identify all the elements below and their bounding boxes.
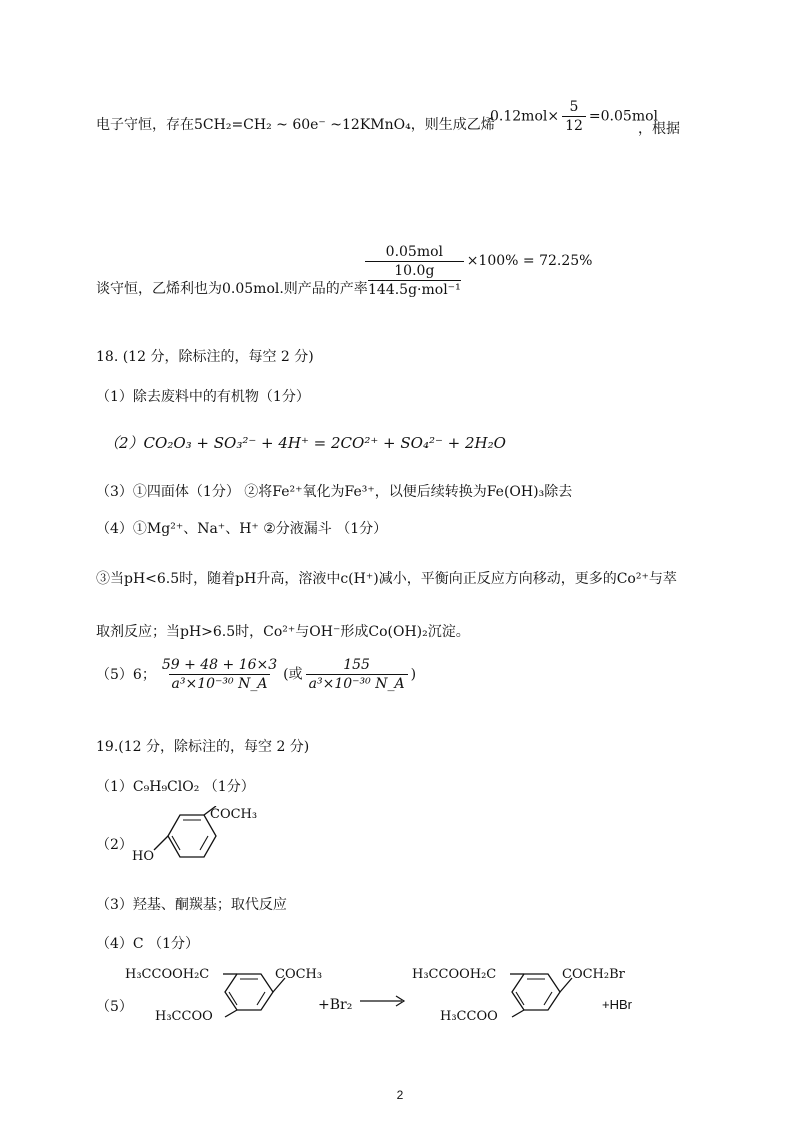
q18-a5-fraction-1 [159,658,280,691]
para1-calc-right: =0.05mol [588,108,659,125]
product-double-2 [544,992,552,1005]
q18-answer-2: （2）CO₂O₃ + SO₃²⁻ + 4H⁺ = 2CO²⁺ + SO₄²⁻ + 2H₂O [104,434,506,452]
para1-calc [490,100,658,133]
q19-answer-4: （4）C （1分） [96,936,199,952]
q19-answer-3: （3）羟基、酮羰基；取代反应 [96,897,287,913]
q18-a5-mid: (或 [283,666,303,683]
hydroxyacetophenone-structure [128,806,278,864]
q18-answer-4-3b: 取剂反应；当pH>6.5时，Co²⁺与OH⁻形成Co(OH)₂沉淀。 [96,624,470,640]
q18-answer-5 [96,658,416,691]
q18-answer-1: （1）除去废料中的有机物（1分） [96,389,310,405]
reactant-bond-ester [225,1010,237,1017]
para1-frac-num: 5 [569,99,579,115]
q19-a5-reagent: +Br₂ [318,997,353,1013]
q18-a5-prefix: （5）6； [96,666,156,683]
reaction-arrow-icon [360,994,408,1008]
benzene-ring [168,815,216,857]
acetyl-label: COCH₃ [210,807,258,822]
q19-a5-product [412,962,627,1028]
page-number: 2 [396,1088,404,1102]
reactant-double-2 [257,992,265,1005]
q19-a2-structure [128,806,278,868]
q19-header: 19.(12 分，除标注的，每空 2 分) [96,739,310,755]
bond-to-hydroxyl [154,836,168,850]
para1-fraction [562,100,586,133]
para2-inner-den: 144.5g·mol⁻¹ [368,282,461,298]
q18-a5-num1: 59 + 48 + 16×3 [161,657,278,673]
para1-calc-left: 0.12mol× [490,108,560,125]
q19-a5-byproduct: +HBr [602,997,632,1012]
q18-answer-4: （4）①Mg²⁺、Na⁺、H⁺ ②分液漏斗 （1分） [96,521,388,537]
q19-answer-1: （1）C₉H₉ClO₂ （1分） [96,779,255,795]
para2-top-num: 0.05mol [385,244,444,260]
q19-a5-reactant [125,962,335,1028]
para1-relation: 5CH₂=CH₂ ~ 60e⁻ ~12KMnO₄ [194,117,411,133]
para2-formula [362,245,592,297]
product-sub2: H₃CCOO [440,1009,498,1024]
para2-inner-num: 10.0g [394,263,435,279]
q18-a5-end: ) [410,666,417,683]
para2-outer-fraction [365,245,464,297]
hydroxyl-label: HO [132,849,154,864]
double-bond-2 [200,836,208,850]
product-bond-ester [512,1010,524,1017]
para2-prefix: 谈守恒，乙烯利也为0.05mol.则产品的产率 [96,281,368,297]
q19-a5-arrow [360,993,408,1012]
para2-inner-fraction [365,261,464,297]
q18-a5-num2: 155 [343,657,370,673]
q18-header: 18. (12 分，除标注的，每空 2 分) [96,349,314,365]
reactant-sub3: COCH₃ [275,967,323,982]
q18-a5-den1: a³×10⁻³⁰ N_A [169,674,271,691]
para2-result: ×100% = 72.25% [466,253,593,269]
q18-a5-fraction-2 [306,658,408,691]
q19-a5-label: （5） [96,999,133,1015]
para1-line [96,118,495,132]
q18-answer-3: （3）①四面体（1分） ②将Fe²⁺氧化为Fe³⁺，以便后续转换为Fe(OH)₃除去 [96,484,573,500]
para1-mid: ，则生成乙烯 [410,117,495,133]
reactant-sub2: H₃CCOO [155,1009,213,1024]
product-sub3: COCH₂Br [562,967,625,982]
product-sub1: H₃CCOOH₂C [412,967,497,982]
double-bond-3 [172,836,180,850]
q18-a5-den2: a³×10⁻³⁰ N_A [306,674,408,691]
reactant-structure [125,962,335,1024]
product-structure [412,962,627,1024]
q18-answer-4-3: ③当pH<6.5时，随着pH升高，溶液中c(H⁺)减小，平衡向正反应方向移动，更多的Co²⁺与萃 [96,571,677,587]
para1-frac-den: 12 [562,116,586,133]
para1-suffix: ，根据 [638,121,680,137]
q19-a2-label: （2） [96,837,133,853]
reactant-sub1: H₃CCOOH₂C [125,967,210,982]
para1-prefix: 电子守恒，存在 [96,117,194,133]
